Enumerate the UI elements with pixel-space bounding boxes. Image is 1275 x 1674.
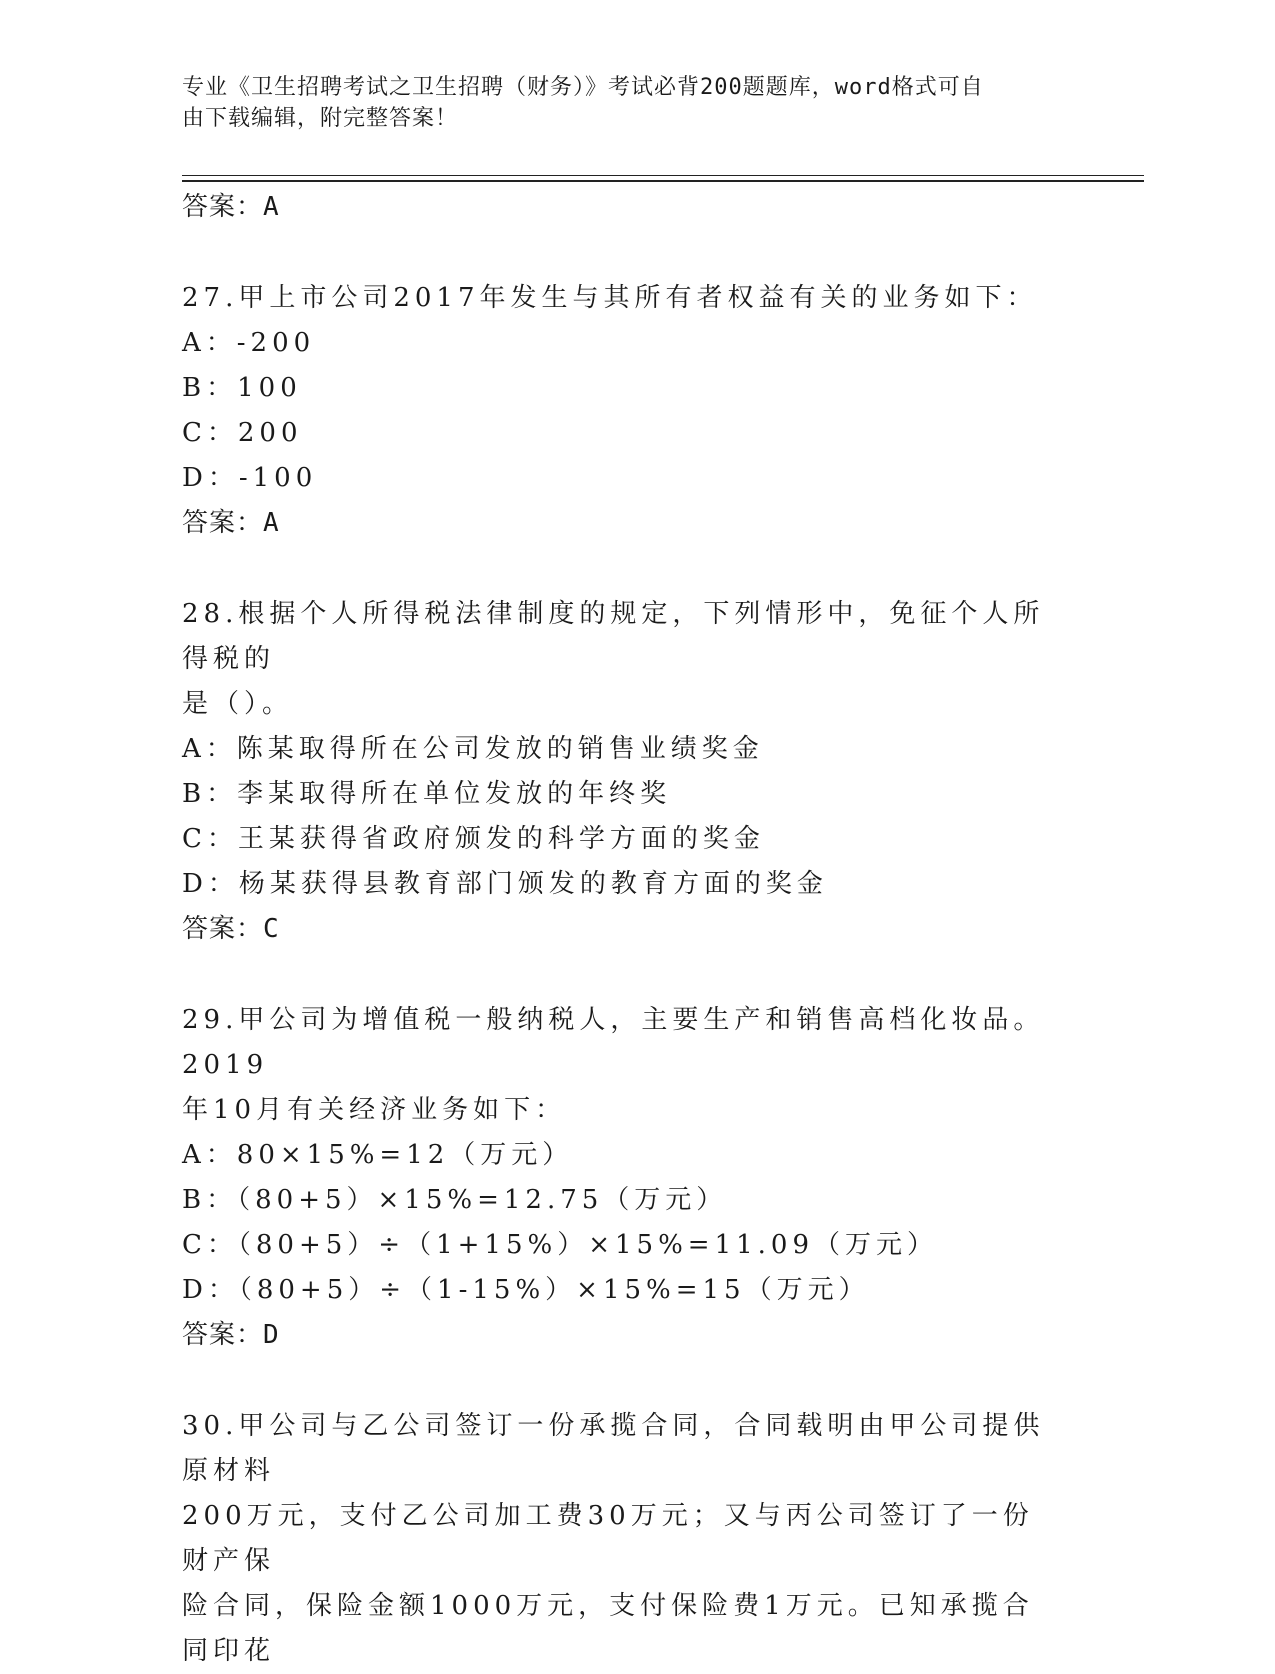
answer-line: 答案：A: [182, 508, 280, 538]
document-header: [182, 72, 1062, 134]
question-stem-line-2: 200万元，支付乙公司加工费30万元；又与丙公司签订了一份财产保: [182, 1501, 1034, 1576]
question-stem-line-1: 29.甲公司为增值税一般纳税人，主要生产和销售高档化妆品。2019: [182, 1005, 1045, 1080]
answer-line: 答案：A: [182, 192, 280, 222]
spacer: [182, 230, 1062, 276]
question-stem-line-2: 是（）。: [182, 689, 294, 719]
option-b: B：100: [182, 373, 302, 403]
option-d: D：-100: [182, 463, 318, 493]
header-divider-thick: [182, 180, 1144, 182]
question-stem-line-1: 30.甲公司与乙公司签订一份承揽合同，合同载明由甲公司提供原材料: [182, 1411, 1045, 1486]
answer-line: 答案：D: [182, 1320, 280, 1350]
spacer: [182, 952, 1062, 998]
option-c: C：200: [182, 418, 303, 448]
option-c: C：王某获得省政府颁发的科学方面的奖金: [182, 824, 765, 854]
spacer: [182, 546, 1062, 592]
option-a: A：陈某取得所在公司发放的销售业绩奖金: [182, 734, 764, 764]
question-30: [182, 1404, 1062, 1674]
question-29: [182, 998, 1062, 1358]
header-divider-thin: [182, 175, 1144, 176]
question-list: [182, 185, 1062, 1674]
option-d: D：杨某获得县教育部门颁发的教育方面的奖金: [182, 869, 828, 899]
option-b: B：李某取得所在单位发放的年终奖: [182, 779, 672, 809]
option-b: B：（80+5）×15%=12.75（万元）: [182, 1185, 728, 1215]
option-a: A：80×15%=12（万元）: [182, 1140, 574, 1170]
question-stem: 27.甲上市公司2017年发生与其所有者权益有关的业务如下：: [182, 283, 1038, 313]
header-line-2: 由下载编辑，附完整答案！: [182, 106, 459, 131]
option-d: D：（80+5）÷（1-15%）×15%=15（万元）: [182, 1275, 870, 1305]
question-28: [182, 592, 1062, 952]
option-c: C：（80+5）÷（1+15%）×15%=11.09（万元）: [182, 1230, 938, 1260]
answer-line: 答案：C: [182, 914, 280, 944]
question-stem-line-2: 年10月有关经济业务如下：: [182, 1095, 567, 1125]
header-line-1: 专业《卫生招聘考试之卫生招聘（财务）》考试必背200题题库，word格式可自: [182, 75, 984, 100]
option-a: A：-200: [182, 328, 316, 358]
spacer: [182, 1358, 1062, 1404]
question-stem-line-3: 险合同，保险金额1000万元，支付保险费1万元。已知承揽合同印花: [182, 1591, 1034, 1666]
question-stem-line-1: 28.根据个人所得税法律制度的规定，下列情形中，免征个人所得税的: [182, 599, 1045, 674]
question-27: [182, 276, 1062, 546]
